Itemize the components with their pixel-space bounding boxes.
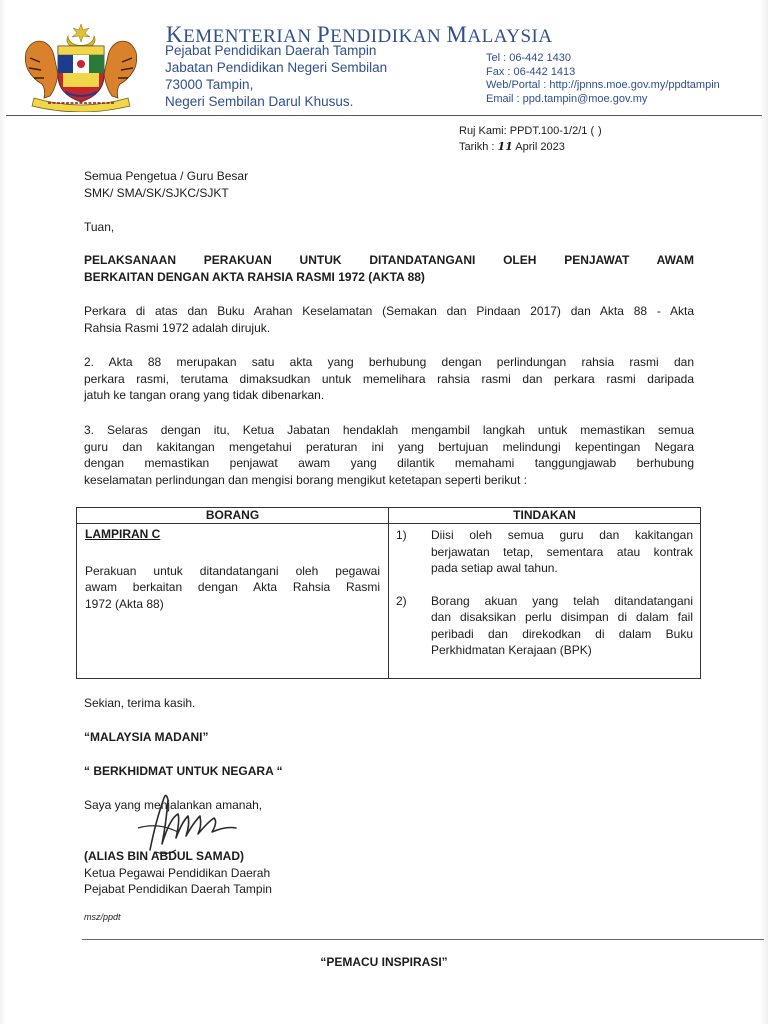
recipient-line: Semua Pengetua / Guru Besar: [84, 169, 249, 183]
header-divider: [6, 115, 762, 116]
subject-line: BERKAITAN DENGAN AKTA RAHSIA RASMI 1972 (AKTA 88): [84, 269, 425, 284]
letter-subject: [84, 252, 694, 285]
address-line: Pejabat Pendidikan Daerah Tampin: [165, 43, 377, 58]
tindakan-cell: [389, 524, 701, 679]
email-address: Email : ppd.tampin@moe.gov.my: [486, 92, 648, 105]
recipient-block: [84, 168, 248, 201]
paragraph-line: 3. Selaras dengan itu, Ketua Jabatan hendaklah mengambil langkah untuk memastikan semua: [84, 423, 694, 437]
closing-line: Sekian, terima kasih.: [84, 696, 196, 710]
address-line: Negeri Sembilan Darul Khusus.: [165, 94, 354, 109]
item-line: dan disaksikan perlu disimpan di dalam fail: [431, 610, 693, 624]
paragraph-line: guru dan kakitangan mengetahui peraturan ini yang bertujuan melindungi kepentingan Negara: [84, 439, 694, 454]
paragraph-line: Rahsia Rasmi 1972 adalah dirujuk.: [84, 320, 271, 335]
item-number: 1): [396, 528, 407, 542]
item-line: berjawatan tetap, sementara atau kontrak: [431, 544, 693, 559]
paragraph-line: Perkara di atas dan Buku Arahan Keselamatan (Semakan dan Pindaan 2017) dan Akta 88 - Akta: [84, 304, 694, 318]
lampiran-label: LAMPIRAN C: [85, 527, 161, 541]
table-header-row: [77, 508, 701, 524]
item-line: peribadi dan direkodkan di dalam Buku: [431, 626, 693, 641]
item-line: pada setiap awal tahun.: [431, 561, 558, 575]
web-portal: Web/Portal : http://jpnns.moe.gov.my/ppdtampin: [486, 79, 720, 92]
recipient-line: SMK/ SMA/SK/SJKC/SJKT: [84, 185, 229, 200]
item-number: 2): [396, 593, 407, 608]
borang-cell: [77, 524, 389, 679]
phone-number: Tel : 06-442 1430: [486, 52, 572, 64]
office-address: [165, 42, 387, 110]
paragraph-line: keselamatan perlindungan dan mengisi borang mengikut ketetapan seperti berikut :: [84, 472, 527, 487]
signer-block: [84, 848, 272, 898]
paragraph-line: dengan memastikan penjawat awam yang dilantik memahami tanggungjawab berhubung: [84, 456, 694, 470]
fax-number: Fax : 06-442 1413: [486, 65, 576, 78]
malaysia-coat-of-arms-icon: [18, 22, 144, 112]
item-line: Perkhidmatan Kerajaan (BPK): [431, 643, 592, 657]
reference-block: [459, 123, 602, 155]
tindakan-item: [389, 527, 700, 577]
paragraph-1: [84, 303, 694, 336]
address-line: Jabatan Pendidikan Negeri Sembilan: [165, 60, 388, 75]
reference-number: Ruj Kami: PPDT.100-1/2/1 ( ): [459, 125, 602, 137]
signer-name: (ALIAS BIN ABDUL SAMAD): [84, 849, 244, 863]
borang-desc-line: awam berkaitan dengan Akta Rahsia Rasmi: [85, 580, 380, 594]
slogan-malaysia-madani: “MALAYSIA MADANI”: [84, 730, 209, 744]
column-header-borang: BORANG: [77, 508, 389, 524]
borang-desc-line: 1972 (Akta 88): [85, 596, 164, 611]
column-header-tindakan: TINDAKAN: [389, 508, 701, 524]
slogan-berkhidmat: “ BERKHIDMAT UNTUK NEGARA “: [84, 764, 283, 778]
footer-divider: [82, 939, 764, 940]
table-row: [77, 524, 701, 679]
item-line: Diisi oleh semua guru dan kakitangan: [431, 528, 693, 542]
salutation: Tuan,: [84, 220, 115, 234]
subject-line: PELAKSANAAN PERAKUAN UNTUK DITANDATANGANI OLEH PENJAWAT AWAM: [84, 253, 694, 267]
ministry-name: KEMENTERIAN PENDIDIKAN MALAYSIA: [166, 22, 553, 47]
address-line: 73000 Tampin,: [165, 77, 254, 92]
paragraph-2: [84, 354, 694, 404]
tindakan-item: [389, 593, 700, 659]
paragraph-line: perkara rasmi, terutama dimaksudkan untuk memelihara rahsia rasmi dan perkara rasmi daripada: [84, 371, 694, 386]
paragraph-line: 2. Akta 88 merupakan satu akta yang berhubung dengan perlindungan rahsia rasmi dan: [84, 355, 694, 369]
borang-desc-line: Perakuan untuk ditandatangani oleh pegawai: [85, 563, 380, 578]
reference-initials: msz/ppdt: [84, 912, 121, 922]
item-line: Borang akuan yang telah ditandatangani: [431, 593, 693, 608]
footer-motto: “PEMACU INSPIRASI”: [320, 955, 448, 969]
paragraph-3: [84, 422, 694, 488]
letter-date: Tarikh : 11 April 2023: [459, 140, 565, 153]
paragraph-line: jatuh ke tangan orang yang tidak dibenarkan.: [84, 388, 325, 402]
signer-title: Ketua Pegawai Pendidikan Daerah: [84, 865, 271, 880]
amanah-line: Saya yang menjalankan amanah,: [84, 798, 263, 812]
signer-office: Pejabat Pendidikan Daerah Tampin: [84, 882, 272, 896]
borang-table: [76, 507, 701, 679]
contact-details: [486, 52, 720, 106]
